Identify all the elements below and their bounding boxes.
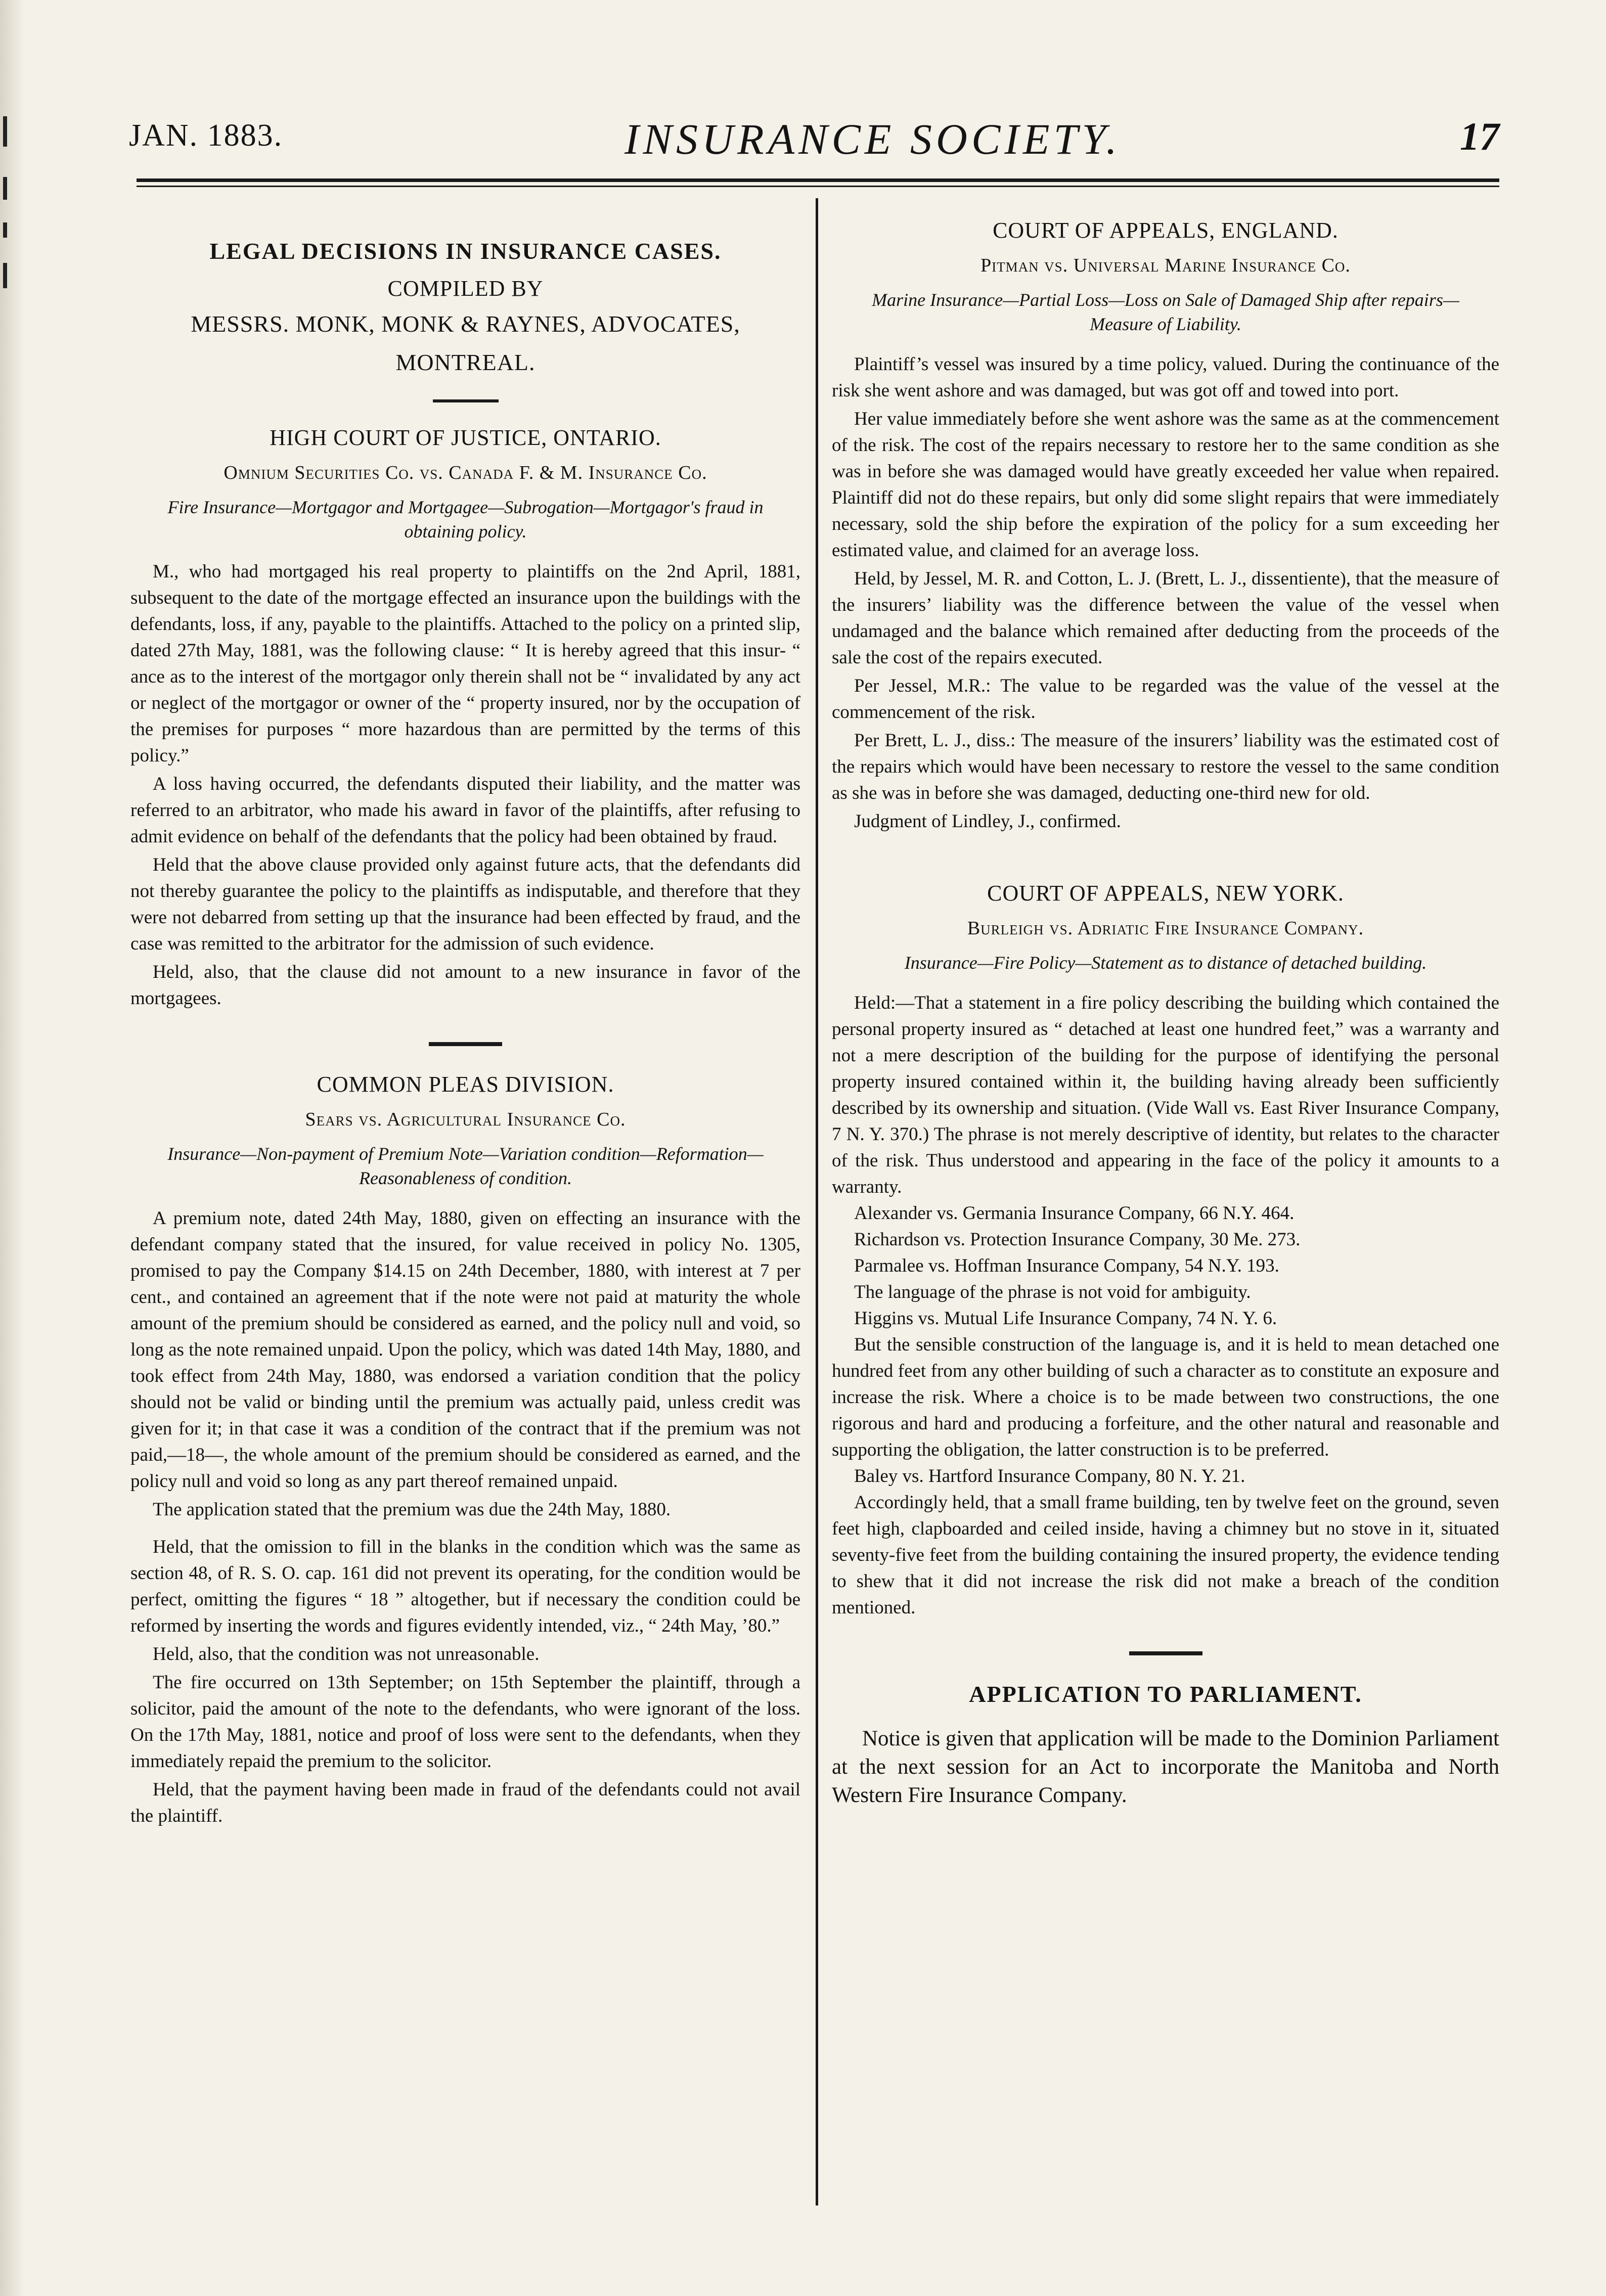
compiler-city: MONTREAL. <box>395 349 536 375</box>
case-keywords: Insurance—Fire Policy—Statement as to distance of detached building. <box>904 953 1427 973</box>
case-paragraph: The language of the phrase is not void for ambiguity. <box>854 1282 1251 1302</box>
journal-title: INSURANCE SOCIETY. <box>624 115 1121 163</box>
case-paragraph: Held, that the omission to fill in the blanks in the condition which was the same as section 48, of R. S. O. cap. 161 did not prevent its operating, for the condition would be perfect, omitting the figures “ 18 ” altogether, but if necessary the condition could be reformed by inserting the words and figures evidently intended, viz., “ 24th May, ’80.” <box>130 1537 800 1636</box>
case-citation: Parmalee vs. Hoffman Insurance Company, 54 N.Y. 193. <box>854 1255 1279 1276</box>
case-paragraph: But the sensible construction of the language is, and it is held to mean detached one hundred feet from any other building of such a character as to constitute an exposure and increase the risk. Where a choice is to be made between two constructions, the one rigorous and hard and producing a forfeiture, and the other natural and reasonable and supporting the obligation, the latter construction is to be preferred. <box>832 1334 1499 1460</box>
case-paragraph: Per Jessel, M.R.: The value to be regarded was the value of the vessel at the commencement of the risk. <box>832 676 1499 723</box>
case-sears <box>130 1071 800 1829</box>
case-burleigh <box>832 880 1499 1621</box>
case-paragraph: M., who had mortgaged his real property to plaintiffs on the 2nd April, 1881, subsequent to the date of the mortgage effected an insurance upon the buildings with the defendants, loss, if any, payable to the plaintiffs. Attached to the policy on a printed slip, dated 27th May, 1881, was the following clause: “ It is hereby agreed that this insur- “ ance as to the interest of the mortgagor only therein shall not be “ invalidated by any act or neglect of the mortgagor or owner of the “ property insured, nor by the occupation of the premises for purposes “ more hazardous than are permitted by the terms of this policy.” <box>130 561 800 766</box>
case-parties: Burleigh vs. Adriatic Fire Insurance Company. <box>967 918 1364 939</box>
compiler-name: MESSRS. MONK, MONK & RAYNES, ADVOCATES, <box>191 311 740 337</box>
case-paragraph: Held:—That a statement in a fire policy describing the building which contained the personal property insured as “ detached at least one hundred feet,” was a warranty and not a mere description of the building for the purpose of identifying the personal property insured contained within it, the building having already been sufficiently described by its ownership and situation. (Vide Wall vs. East River Insurance Company, 7 N. Y. 370.) The phrase is not merely descriptive of identity, but relates to the character of the risk. Thus understood and appearing in the face of the policy it amounts to a warranty. <box>832 993 1499 1197</box>
column-divider <box>816 198 818 2205</box>
court-heading: HIGH COURT OF JUSTICE, ONTARIO. <box>270 425 661 450</box>
case-citation: Alexander vs. Germania Insurance Company, 66 N.Y. 464. <box>854 1203 1295 1224</box>
case-keywords: Insurance—Non-payment of Premium Note—Variation condition—Reformation—Reasonableness of condition. <box>167 1144 764 1188</box>
edge-mark <box>3 222 7 238</box>
section-divider <box>433 399 499 402</box>
right-column <box>832 202 1499 1810</box>
case-paragraph: A premium note, dated 24th May, 1880, given on effecting an insurance with the defendant company stated that the insured, for value received in policy No. 1305, promised to pay the Company $14.15 on 24th December, 1880, with interest at 7 per cent., and contained an agreement that if the note were not paid at maturity the whole amount of the premium should be considered as earned, and the policy null and void, so long as the note remained unpaid. Upon the policy, which was dated 14th May, 1880, and took effect from 24th May, 1880, was endorsed a variation condition that the policy should not be valid or binding until the premium was actually paid, unless credit was given for it; in that case it was a condition of the contract that if the premium was not paid,—18—, the whole amount of the premium should be considered as earned, and the policy null and void so long as any part thereof remained unpaid. <box>130 1208 800 1492</box>
case-paragraph: Her value immediately before she went ashore was the same as at the commencement of the risk. The cost of the repairs necessary to restore her to the same condition as she was in before she was damaged would have greatly exceeded her value when repaired. Plaintiff did not do these repairs, but only did some slight repairs that were immediately necessary, sold the ship before the expiration of the policy for a sum exceeding her estimated value, and claimed for an average loss. <box>832 409 1499 561</box>
case-keywords: Fire Insurance—Mortgagor and Mortgagee—Subrogation—Mortgagor's fraud in obtaining policy. <box>167 497 764 542</box>
parliament-notice <box>832 1681 1499 1810</box>
case-paragraph: Held, that the payment having been made in fraud of the defendants could not avail the plaintiff. <box>130 1779 800 1826</box>
page-number: 17 <box>1460 114 1499 158</box>
notice-title: APPLICATION TO PARLIAMENT. <box>969 1681 1362 1707</box>
case-citation: Baley vs. Hartford Insurance Company, 80 N. Y. 21. <box>854 1466 1245 1487</box>
edge-mark <box>3 263 7 288</box>
court-heading: COURT OF APPEALS, NEW YORK. <box>987 881 1344 906</box>
case-paragraph: Held that the above clause provided only against future acts, that the defendants did not thereby guarantee the policy to the plaintiffs as indisputable, and therefore that they were not debarred from setting up that the insurance had been effected by fraud, and the case was remitted to the arbitrator for the admission of such evidence. <box>130 854 800 954</box>
left-column <box>130 202 800 1829</box>
section-title: LEGAL DECISIONS IN INSURANCE CASES. <box>209 238 722 264</box>
notice-body: Notice is given that application will be made to the Dominion Parliament at the next session for an Act to incorporate the Manitoba and North Western Fire Insurance Company. <box>832 1727 1499 1807</box>
section-divider <box>1129 1651 1202 1655</box>
page-edge-shadow <box>0 0 24 2296</box>
case-paragraph: Judgment of Lindley, J., confirmed. <box>854 811 1121 832</box>
case-paragraph: The fire occurred on 13th September; on 15th September the plaintiff, through a solicitor, paid the amount of the note to the defendants, who were ignorant of the loss. On the 17th May, 1881, notice and proof of loss were sent to the defendants, when they immediately repaid the premium to the solicitor. <box>130 1672 800 1772</box>
section-divider <box>429 1042 502 1046</box>
case-paragraph: Held, also, that the clause did not amount to a new insurance in favor of the mortgagees. <box>130 962 800 1009</box>
court-heading: COMMON PLEAS DIVISION. <box>317 1072 614 1097</box>
case-pitman <box>832 217 1499 835</box>
header-rule-thin <box>137 186 1499 187</box>
case-paragraph: Held, also, that the condition was not unreasonable. <box>153 1644 540 1664</box>
page-header <box>129 109 1499 179</box>
case-paragraph: Per Brett, L. J., diss.: The measure of the insurers’ liability was the estimated cost of the repairs which would have been necessary to restore the vessel to the same condition as she was in before she was damaged, deducting one-third new for old. <box>832 730 1499 803</box>
edge-mark <box>3 116 7 147</box>
case-paragraph: The application stated that the premium was due the 24th May, 1880. <box>153 1499 671 1520</box>
edge-mark <box>3 177 7 200</box>
case-paragraph: Held, by Jessel, M. R. and Cotton, L. J. (Brett, L. J., dissentiente), that the measure of the insurers’ liability was the difference between the value of the vessel when undamaged and the balance which remained after deducting from the proceeds of the sale the cost of the repairs executed. <box>832 568 1499 668</box>
case-citation: Richardson vs. Protection Insurance Company, 30 Me. 273. <box>854 1229 1301 1250</box>
case-parties: Omnium Securities Co. vs. Canada F. & M. Insurance Co. <box>224 462 707 483</box>
case-paragraph: Plaintiff’s vessel was insured by a time policy, valued. During the continuance of the risk she went ashore and was damaged, but was got off and towed into port. <box>832 354 1499 401</box>
compiled-by-label: COMPILED BY <box>387 276 544 301</box>
case-omnium <box>130 425 800 1012</box>
case-parties: Sears vs. Agricultural Insurance Co. <box>305 1109 626 1130</box>
court-heading: COURT OF APPEALS, ENGLAND. <box>993 218 1339 243</box>
case-parties: Pitman vs. Universal Marine Insurance Co. <box>980 255 1351 276</box>
case-keywords: Marine Insurance—Partial Loss—Loss on Sale of Damaged Ship after repairs—Measure of Liability. <box>872 290 1459 334</box>
case-paragraph: Accordingly held, that a small frame building, ten by twelve feet on the ground, seven feet high, clapboarded and ceiled inside, having a chimney but no stove in it, situated seventy-five feet from the building containing the insured property, the evidence tending to shew that it did not increase the risk did not make a breach of the condition mentioned. <box>832 1492 1499 1618</box>
case-citation: Higgins vs. Mutual Life Insurance Company, 74 N. Y. 6. <box>854 1308 1277 1329</box>
header-rule-thick <box>137 178 1499 182</box>
case-paragraph: A loss having occurred, the defendants disputed their liability, and the matter was referred to an arbitrator, who made his award in favor of the plaintiffs, after refusing to admit evidence on behalf of the defendants that the policy had been obtained by fraud. <box>130 774 800 847</box>
issue-date: JAN. 1883. <box>129 118 283 153</box>
